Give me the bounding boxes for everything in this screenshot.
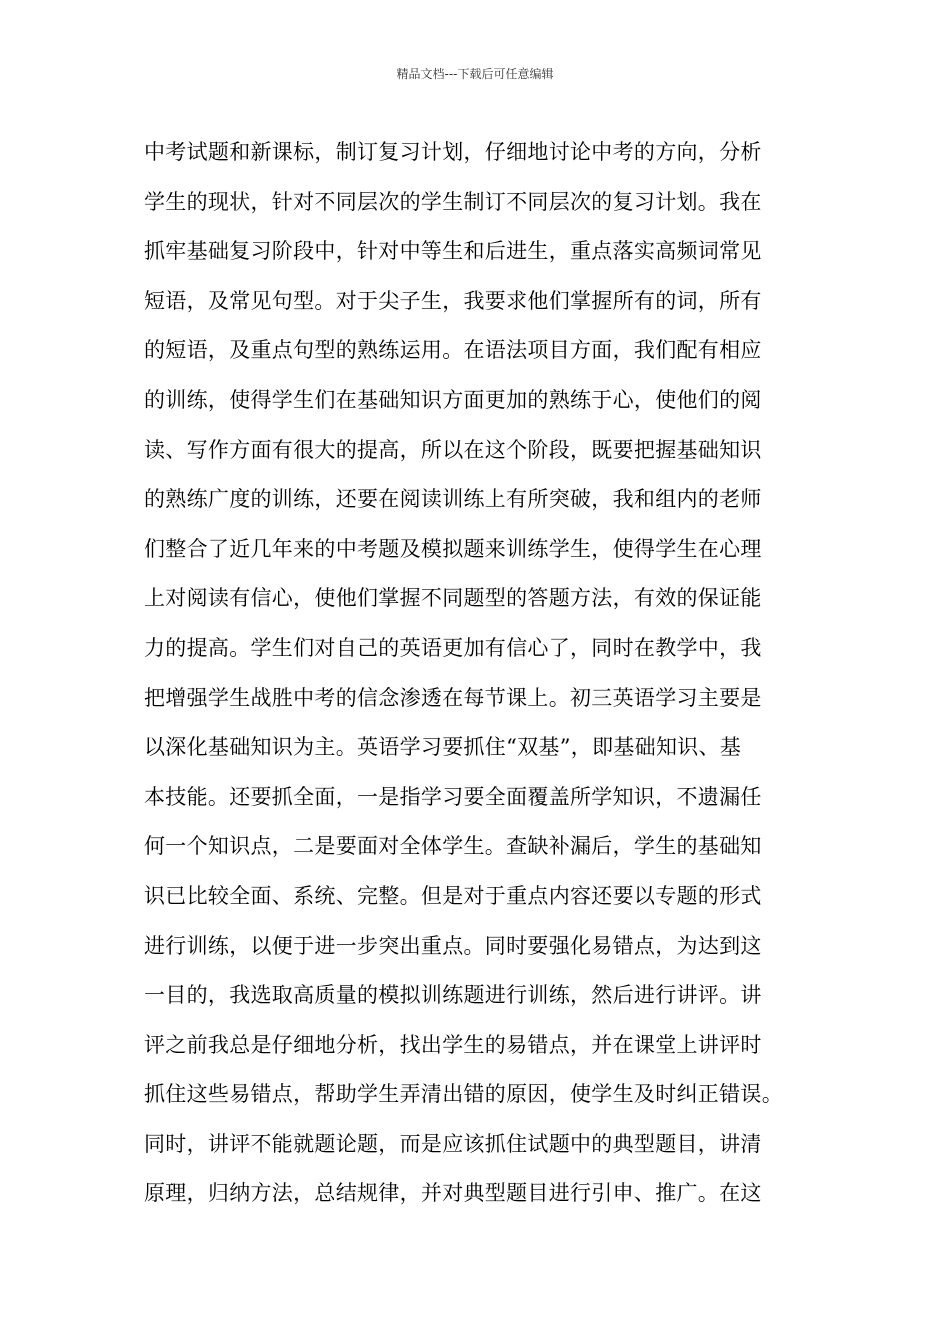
text-line: 同时，讲评不能就题论题，而是应该抓住试题中的典型题目，讲清 xyxy=(144,1131,762,1156)
text-line: 短语，及常见句型。对于尖子生，我要求他们掌握所有的词，所有 xyxy=(144,288,762,313)
text-line: 抓牢基础复习阶段中，针对中等生和后进生，重点落实高频词常见 xyxy=(144,239,762,264)
text-line: 原理，归纳方法，总结规律，并对典型题目进行引申、推广。在这 xyxy=(144,1181,762,1206)
document-body xyxy=(144,128,824,1219)
text-line: 学生的现状，针对不同层次的学生制订不同层次的复习计划。我在 xyxy=(144,189,762,214)
text-line: 一目的，我选取高质量的模拟训练题进行训练，然后进行讲评。讲 xyxy=(144,983,762,1008)
text-line: 的短语，及重点句型的熟练运用。在语法项目方面，我们配有相应 xyxy=(144,338,762,363)
text-line: 何一个知识点，二是要面对全体学生。查缺补漏后，学生的基础知 xyxy=(144,834,762,859)
text-line: 识已比较全面、系统、完整。但是对于重点内容还要以专题的形式 xyxy=(144,883,762,908)
text-line: 中考试题和新课标，制订复习计划，仔细地讨论中考的方向，分析 xyxy=(144,140,762,164)
text-line: 的训练，使得学生们在基础知识方面更加的熟练于心，使他们的阅 xyxy=(144,387,762,412)
text-line: 以深化基础知识为主。英语学习要抓住“双基”，即基础知识、基 xyxy=(144,735,742,760)
page-header: 精品文档---下载后可任意编辑 xyxy=(396,67,554,81)
text-line: 把增强学生战胜中考的信念渗透在每节课上。初三英语学习主要是 xyxy=(144,685,762,710)
text-line: 上对阅读有信心，使他们掌握不同题型的答题方法，有效的保证能 xyxy=(144,586,762,611)
text-line: 抓住这些易错点，帮助学生弄清出错的原因，使学生及时纠正错误。 xyxy=(144,1082,783,1107)
text-line: 们整合了近几年来的中考题及模拟题来训练学生，使得学生在心理 xyxy=(144,536,762,561)
text-line: 评之前我总是仔细地分析，找出学生的易错点，并在课堂上讲评时 xyxy=(144,1032,762,1057)
text-line: 本技能。还要抓全面，一是指学习要全面覆盖所学知识，不遗漏任 xyxy=(144,784,762,809)
text-line: 进行训练，以便于进一步突出重点。同时要强化易错点，为达到这 xyxy=(144,933,762,958)
text-line: 读、写作方面有很大的提高，所以在这个阶段，既要把握基础知识 xyxy=(144,437,762,462)
text-line: 力的提高。学生们对自己的英语更加有信心了，同时在教学中，我 xyxy=(144,635,762,660)
text-line: 的熟练广度的训练，还要在阅读训练上有所突破，我和组内的老师 xyxy=(144,487,762,512)
